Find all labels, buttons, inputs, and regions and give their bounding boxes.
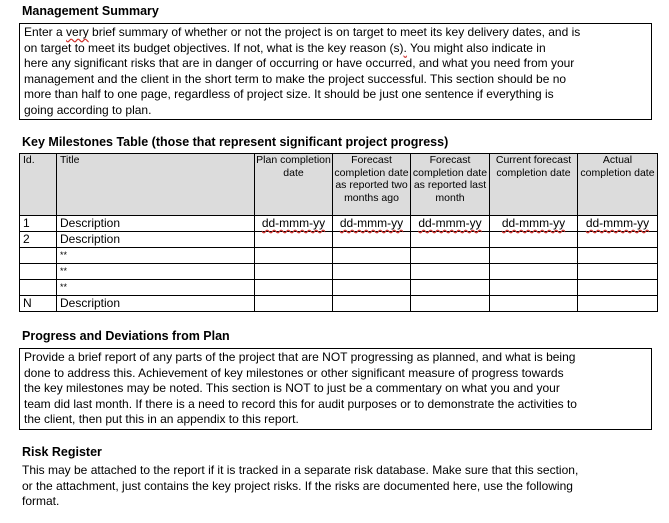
cell-forecast-two-months[interactable] — [333, 296, 411, 312]
cell-current-forecast[interactable] — [490, 296, 578, 312]
cell-current-forecast[interactable]: dd-mmm-yy — [490, 216, 578, 232]
cell-id[interactable] — [20, 280, 57, 296]
cell-plan-date[interactable] — [255, 296, 333, 312]
cell-plan-date[interactable]: dd-mmm-yy — [255, 216, 333, 232]
table-row — [20, 216, 658, 232]
risk-line: format. — [22, 494, 60, 508]
col-header-forecast-last-month: Forecast completion date as reported last month — [411, 154, 490, 216]
cell-forecast-two-months[interactable] — [333, 248, 411, 264]
progress-line: team did last month. If there is a need to record this for audit purposes or to demonstrate the activities to — [24, 396, 577, 411]
progress-line: Provide a brief report of any parts of the project that are NOT progressing as planned, and what is being — [24, 350, 576, 364]
col-header-title: Title — [57, 154, 255, 216]
cell-current-forecast[interactable] — [490, 232, 578, 248]
cell-plan-date[interactable] — [255, 248, 333, 264]
col-header-plan: Plan completion date — [255, 154, 333, 216]
cell-id[interactable] — [20, 264, 57, 280]
cell-plan-date[interactable] — [255, 280, 333, 296]
col-header-id: Id. — [20, 154, 57, 216]
summary-line: on target to meet its budget objectives. If not, what is the key reason (s). You might also indicate in — [24, 40, 546, 55]
cell-title[interactable]: ** — [57, 280, 255, 296]
risk-line: This may be attached to the report if it is tracked in a separate risk database. Make sure that this section, — [22, 463, 579, 477]
cell-forecast-last-month[interactable]: dd-mmm-yy — [411, 216, 490, 232]
cell-id[interactable] — [20, 248, 57, 264]
summary-line: management and the client in the short term to make the project successful. This section should be no — [24, 71, 567, 86]
cell-forecast-two-months[interactable]: dd-mmm-yy — [333, 216, 411, 232]
table-row — [20, 232, 658, 248]
summary-line: here any significant risks that are in danger of occurring or have occurred, and what you need from your — [24, 56, 575, 70]
cell-actual-date[interactable] — [578, 232, 658, 248]
col-header-actual: Actual completion date — [578, 154, 658, 216]
cell-current-forecast[interactable] — [490, 248, 578, 264]
summary-line: Enter a very brief summary of whether or not the project is on target to meet its key delivery dates, and is — [24, 25, 581, 39]
cell-title[interactable]: ** — [57, 264, 255, 280]
cell-title[interactable]: Description — [57, 232, 255, 248]
cell-forecast-two-months[interactable] — [333, 280, 411, 296]
cell-forecast-last-month[interactable] — [411, 232, 490, 248]
cell-forecast-last-month[interactable] — [411, 264, 490, 280]
cell-forecast-last-month[interactable] — [411, 248, 490, 264]
cell-current-forecast[interactable] — [490, 280, 578, 296]
cell-actual-date[interactable]: dd-mmm-yy — [578, 216, 658, 232]
cell-id[interactable]: N — [20, 296, 57, 312]
table-row — [20, 280, 658, 296]
cell-plan-date[interactable] — [255, 264, 333, 280]
cell-id[interactable]: 1 — [20, 216, 57, 232]
cell-actual-date[interactable] — [578, 296, 658, 312]
cell-forecast-two-months[interactable] — [333, 232, 411, 248]
cell-actual-date[interactable] — [578, 280, 658, 296]
cell-title[interactable]: ** — [57, 248, 255, 264]
col-header-forecast-two-months: Forecast completion date as reported two months ago — [333, 154, 411, 216]
cell-actual-date[interactable] — [578, 248, 658, 264]
progress-line: done to address this. Achievement of key milestones or other significant measure of progress towards — [24, 365, 564, 380]
cell-forecast-last-month[interactable] — [411, 296, 490, 312]
cell-forecast-last-month[interactable] — [411, 280, 490, 296]
cell-actual-date[interactable] — [578, 264, 658, 280]
management-summary-box[interactable] — [19, 23, 652, 120]
progress-line: the client, then put this in an appendix to this report. — [24, 412, 299, 426]
table-row — [20, 296, 658, 312]
cell-title[interactable]: Description — [57, 216, 255, 232]
cell-plan-date[interactable] — [255, 232, 333, 248]
progress-line: the key milestones may be noted. This section is NOT to just be a commentary on what you and your — [24, 381, 560, 395]
risk-register-text — [22, 463, 578, 510]
col-header-current-forecast: Current forecast completion date — [490, 154, 578, 216]
progress-heading: Progress and Deviations from Plan — [22, 329, 230, 343]
risk-register-heading: Risk Register — [22, 445, 102, 459]
milestones-table — [19, 153, 658, 312]
cell-forecast-two-months[interactable] — [333, 264, 411, 280]
table-header-row — [20, 154, 658, 216]
cell-id[interactable]: 2 — [20, 232, 57, 248]
management-summary-heading: Management Summary — [22, 4, 159, 18]
risk-line: or the attachment, just contains the key project risks. If the risks are documented here, use the following — [22, 478, 573, 493]
cell-current-forecast[interactable] — [490, 264, 578, 280]
cell-title[interactable]: Description — [57, 296, 255, 312]
summary-line: more than half to one page, regardless of project size. It should be just one sentence if everything is — [24, 87, 554, 101]
milestones-heading: Key Milestones Table (those that represent significant project progress) — [22, 135, 449, 149]
table-row — [20, 264, 658, 280]
table-row — [20, 248, 658, 264]
progress-box[interactable] — [19, 348, 652, 430]
summary-line: going according to plan. — [24, 102, 152, 117]
